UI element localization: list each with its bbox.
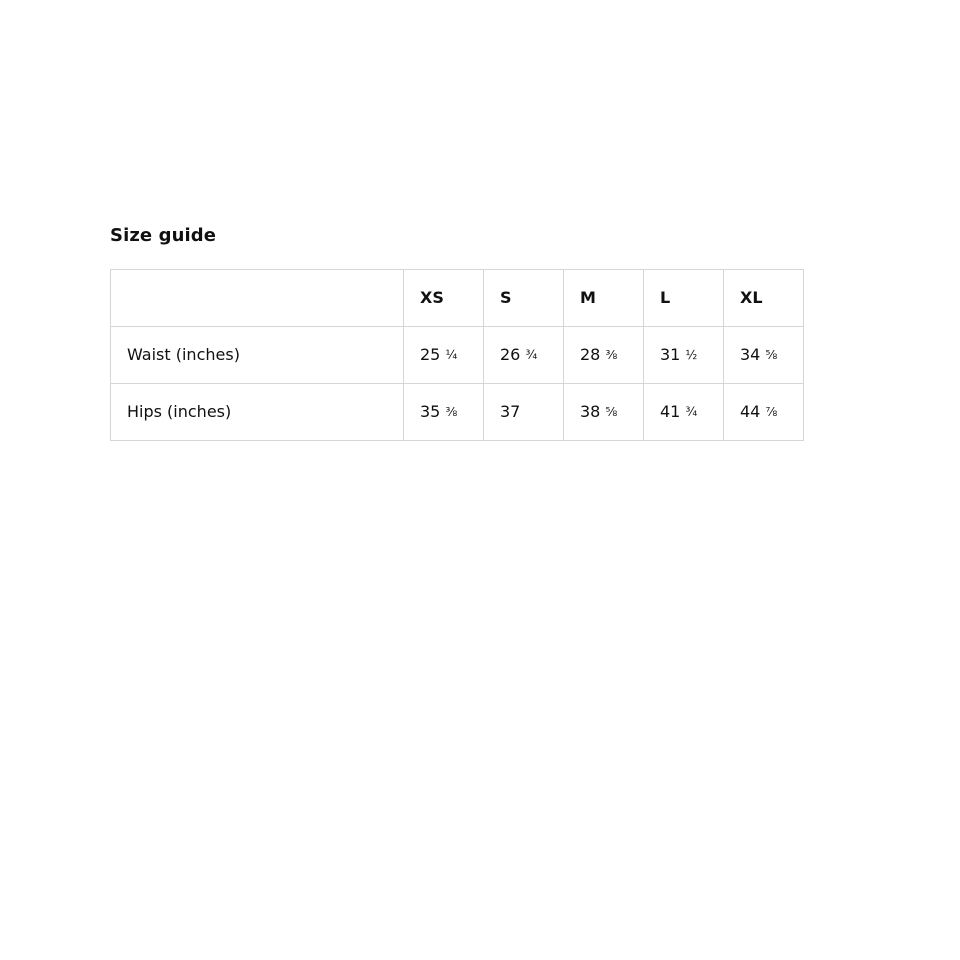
table-row bbox=[111, 383, 804, 440]
table-header-row bbox=[111, 269, 804, 326]
row-label-waist: Waist (inches) bbox=[111, 326, 404, 383]
cell-hips-xs: 35 ⅜ bbox=[404, 383, 484, 440]
cell-waist-l: 31 ½ bbox=[644, 326, 724, 383]
cell-hips-xl: 44 ⅞ bbox=[724, 383, 804, 440]
cell-waist-xs: 25 ¼ bbox=[404, 326, 484, 383]
cell-hips-s: 37 bbox=[484, 383, 564, 440]
column-header-m: M bbox=[564, 269, 644, 326]
size-guide-section bbox=[110, 225, 790, 441]
cell-waist-m: 28 ⅜ bbox=[564, 326, 644, 383]
cell-waist-s: 26 ¾ bbox=[484, 326, 564, 383]
row-label-hips: Hips (inches) bbox=[111, 383, 404, 440]
size-guide-table bbox=[110, 269, 804, 441]
cell-waist-xl: 34 ⅝ bbox=[724, 326, 804, 383]
column-header-xs: XS bbox=[404, 269, 484, 326]
page-title: Size guide bbox=[110, 225, 217, 246]
column-header-xl: XL bbox=[724, 269, 804, 326]
table-body bbox=[111, 326, 804, 440]
table-corner-cell bbox=[111, 269, 404, 326]
cell-hips-l: 41 ¾ bbox=[644, 383, 724, 440]
cell-hips-m: 38 ⅝ bbox=[564, 383, 644, 440]
column-header-s: S bbox=[484, 269, 564, 326]
table-header bbox=[111, 269, 804, 326]
column-header-l: L bbox=[644, 269, 724, 326]
table-row bbox=[111, 326, 804, 383]
